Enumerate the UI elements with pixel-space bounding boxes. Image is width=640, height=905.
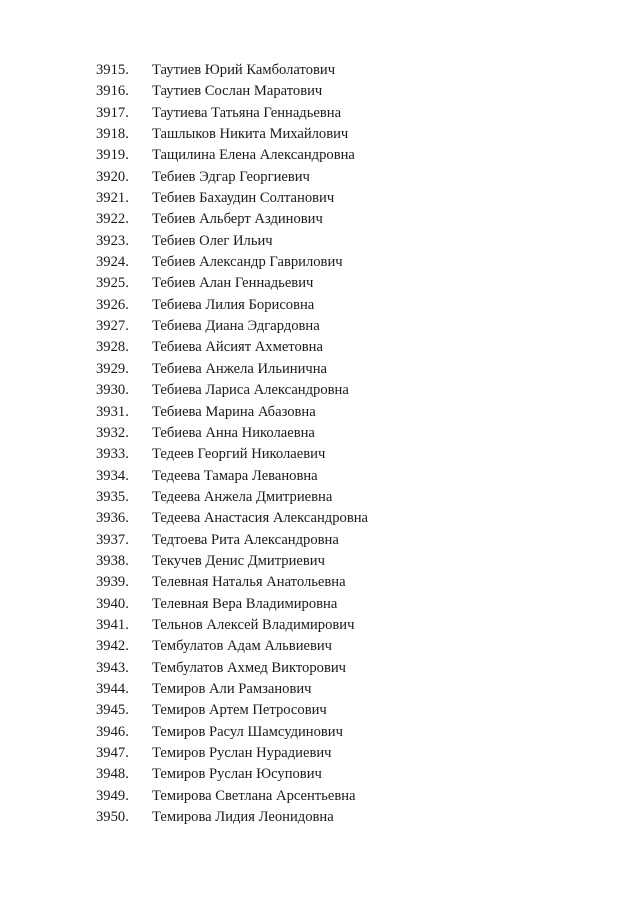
- list-item: [96, 786, 368, 807]
- list-item-number: 3936.: [96, 510, 129, 527]
- list-item: [96, 466, 368, 487]
- list-item-name: Ташлыков Никита Михайлович: [152, 126, 349, 143]
- list-item-number: 3920.: [96, 168, 129, 185]
- list-item-name: Темиров Расул Шамсудинович: [152, 723, 343, 740]
- list-item-number: 3927.: [96, 318, 129, 335]
- list-item: [96, 337, 368, 358]
- list-item: [96, 764, 368, 785]
- list-item-name: Темиров Руслан Юсупович: [152, 766, 322, 783]
- list-item: [96, 145, 368, 166]
- list-item-name: Тембулатов Ахмед Викторович: [152, 659, 346, 676]
- list-item-number: 3923.: [96, 232, 129, 249]
- list-item-name: Темиров Руслан Нурадиевич: [152, 745, 332, 761]
- list-item: [96, 103, 368, 124]
- list-item-name: Тебиева Анжела Ильинична: [152, 360, 328, 377]
- list-item-number: 3945.: [96, 702, 129, 719]
- list-item: [96, 530, 368, 551]
- list-item: [96, 252, 368, 273]
- list-item-number: 3930.: [96, 382, 129, 399]
- list-item-name: Тебиев Алан Геннадьевич: [152, 275, 314, 292]
- list-item-name: Тебиева Марина Абазовна: [152, 403, 316, 420]
- list-item-number: 3918.: [96, 126, 129, 143]
- list-item: [96, 273, 368, 294]
- list-item: [96, 316, 368, 337]
- list-item-number: 3934.: [96, 467, 129, 484]
- list-item-number: 3941.: [96, 616, 129, 633]
- list-item-name: Тебиева Айсият Ахметовна: [152, 339, 323, 356]
- list-item-name: Текучев Денис Дмитриевич: [152, 552, 325, 569]
- list-item-number: 3948.: [96, 766, 129, 783]
- list-item-name: Тедеева Анжела Дмитриевна: [152, 488, 333, 505]
- list-item-name: Тебиева Анна Николаевна: [152, 424, 315, 441]
- list-item-name: Телевная Наталья Анатольевна: [152, 574, 346, 591]
- list-item-number: 3929.: [96, 360, 129, 377]
- list-item: [96, 700, 368, 721]
- list-item-number: 3916.: [96, 83, 129, 100]
- list-item: [96, 508, 368, 529]
- list-item-number: 3932.: [96, 424, 129, 441]
- list-item-name: Тедеев Георгий Николаевич: [152, 446, 326, 463]
- list-item-name: Таутиева Татьяна Геннадьевна: [152, 104, 342, 121]
- list-item: [96, 487, 368, 508]
- list-item-name: Темирова Лидия Леонидовна: [152, 809, 334, 826]
- list-item-number: 3947.: [96, 745, 129, 761]
- list-item-number: 3931.: [96, 403, 129, 420]
- list-item-name: Тедеева Тамара Левановна: [152, 467, 318, 484]
- list-item-number: 3924.: [96, 254, 129, 271]
- list-item: [96, 295, 368, 316]
- list-item-number: 3939.: [96, 574, 129, 591]
- list-item: [96, 658, 368, 679]
- list-item-name: Темиров Артем Петросович: [152, 702, 327, 719]
- list-item-name: Тедтоева Рита Александровна: [152, 531, 339, 548]
- list-item-name: Тебиев Олег Ильич: [152, 232, 273, 249]
- list-item-name: Тащилина Елена Александровна: [152, 147, 355, 164]
- list-item-name: Таутиев Юрий Камболатович: [152, 62, 336, 78]
- list-item: [96, 743, 368, 764]
- list-item-number: 3928.: [96, 339, 129, 356]
- list-item: [96, 188, 368, 209]
- list-item-number: 3949.: [96, 787, 129, 804]
- list-item-name: Тебиев Альберт Аздинович: [152, 211, 323, 228]
- list-item-name: Телевная Вера Владимировна: [152, 595, 338, 612]
- list-item: [96, 124, 368, 145]
- list-item: [96, 572, 368, 593]
- list-item: [96, 636, 368, 657]
- list-item: [96, 209, 368, 230]
- list-item-name: Тебиева Диана Эдгардовна: [152, 318, 320, 335]
- list-item: [96, 722, 368, 743]
- list-item-name: Тембулатов Адам Альвиевич: [152, 638, 333, 655]
- list-item-name: Тебиев Александр Гаврилович: [152, 254, 343, 271]
- list-item-number: 3937.: [96, 531, 129, 548]
- list-item: [96, 81, 368, 102]
- list-item: [96, 423, 368, 444]
- list-item-name: Тедеева Анастасия Александровна: [152, 510, 368, 527]
- list-item-number: 3944.: [96, 680, 129, 697]
- list-item: [96, 444, 368, 465]
- list-item: [96, 402, 368, 423]
- list-item-number: 3933.: [96, 446, 129, 463]
- list-item-number: 3938.: [96, 552, 129, 569]
- list-item-number: 3921.: [96, 190, 129, 207]
- list-item-number: 3946.: [96, 723, 129, 740]
- list-item: [96, 359, 368, 380]
- list-item: [96, 615, 368, 636]
- list-item-number: 3919.: [96, 147, 129, 164]
- list-item-number: 3935.: [96, 488, 129, 505]
- list-item-number: 3922.: [96, 211, 129, 228]
- list-item-name: Темиров Али Рамзанович: [152, 680, 312, 697]
- list-item-number: 3940.: [96, 595, 129, 612]
- list-item-number: 3915.: [96, 62, 129, 78]
- list-item: [96, 594, 368, 615]
- list-item-name: Тебиева Лилия Борисовна: [152, 296, 315, 313]
- list-item-number: 3917.: [96, 104, 129, 121]
- list-item: [96, 231, 368, 252]
- numbered-name-list: [96, 60, 368, 828]
- list-item-name: Тебиева Лариса Александровна: [152, 382, 349, 399]
- list-item-number: 3943.: [96, 659, 129, 676]
- list-item-number: 3925.: [96, 275, 129, 292]
- list-item-name: Тебиев Эдгар Георгиевич: [152, 168, 310, 185]
- list-item-name: Тельнов Алексей Владимирович: [152, 616, 355, 633]
- list-item: [96, 807, 368, 828]
- list-item-name: Таутиев Сослан Маратович: [152, 83, 323, 100]
- list-item-name: Тебиев Бахаудин Солтанович: [152, 190, 335, 207]
- list-item-number: 3950.: [96, 809, 129, 826]
- list-item: [96, 679, 368, 700]
- list-item-number: 3942.: [96, 638, 129, 655]
- list-item: [96, 60, 368, 81]
- list-item-number: 3926.: [96, 296, 129, 313]
- list-item: [96, 380, 368, 401]
- list-item: [96, 551, 368, 572]
- list-item-name: Темирова Светлана Арсентьевна: [152, 787, 356, 804]
- list-item: [96, 167, 368, 188]
